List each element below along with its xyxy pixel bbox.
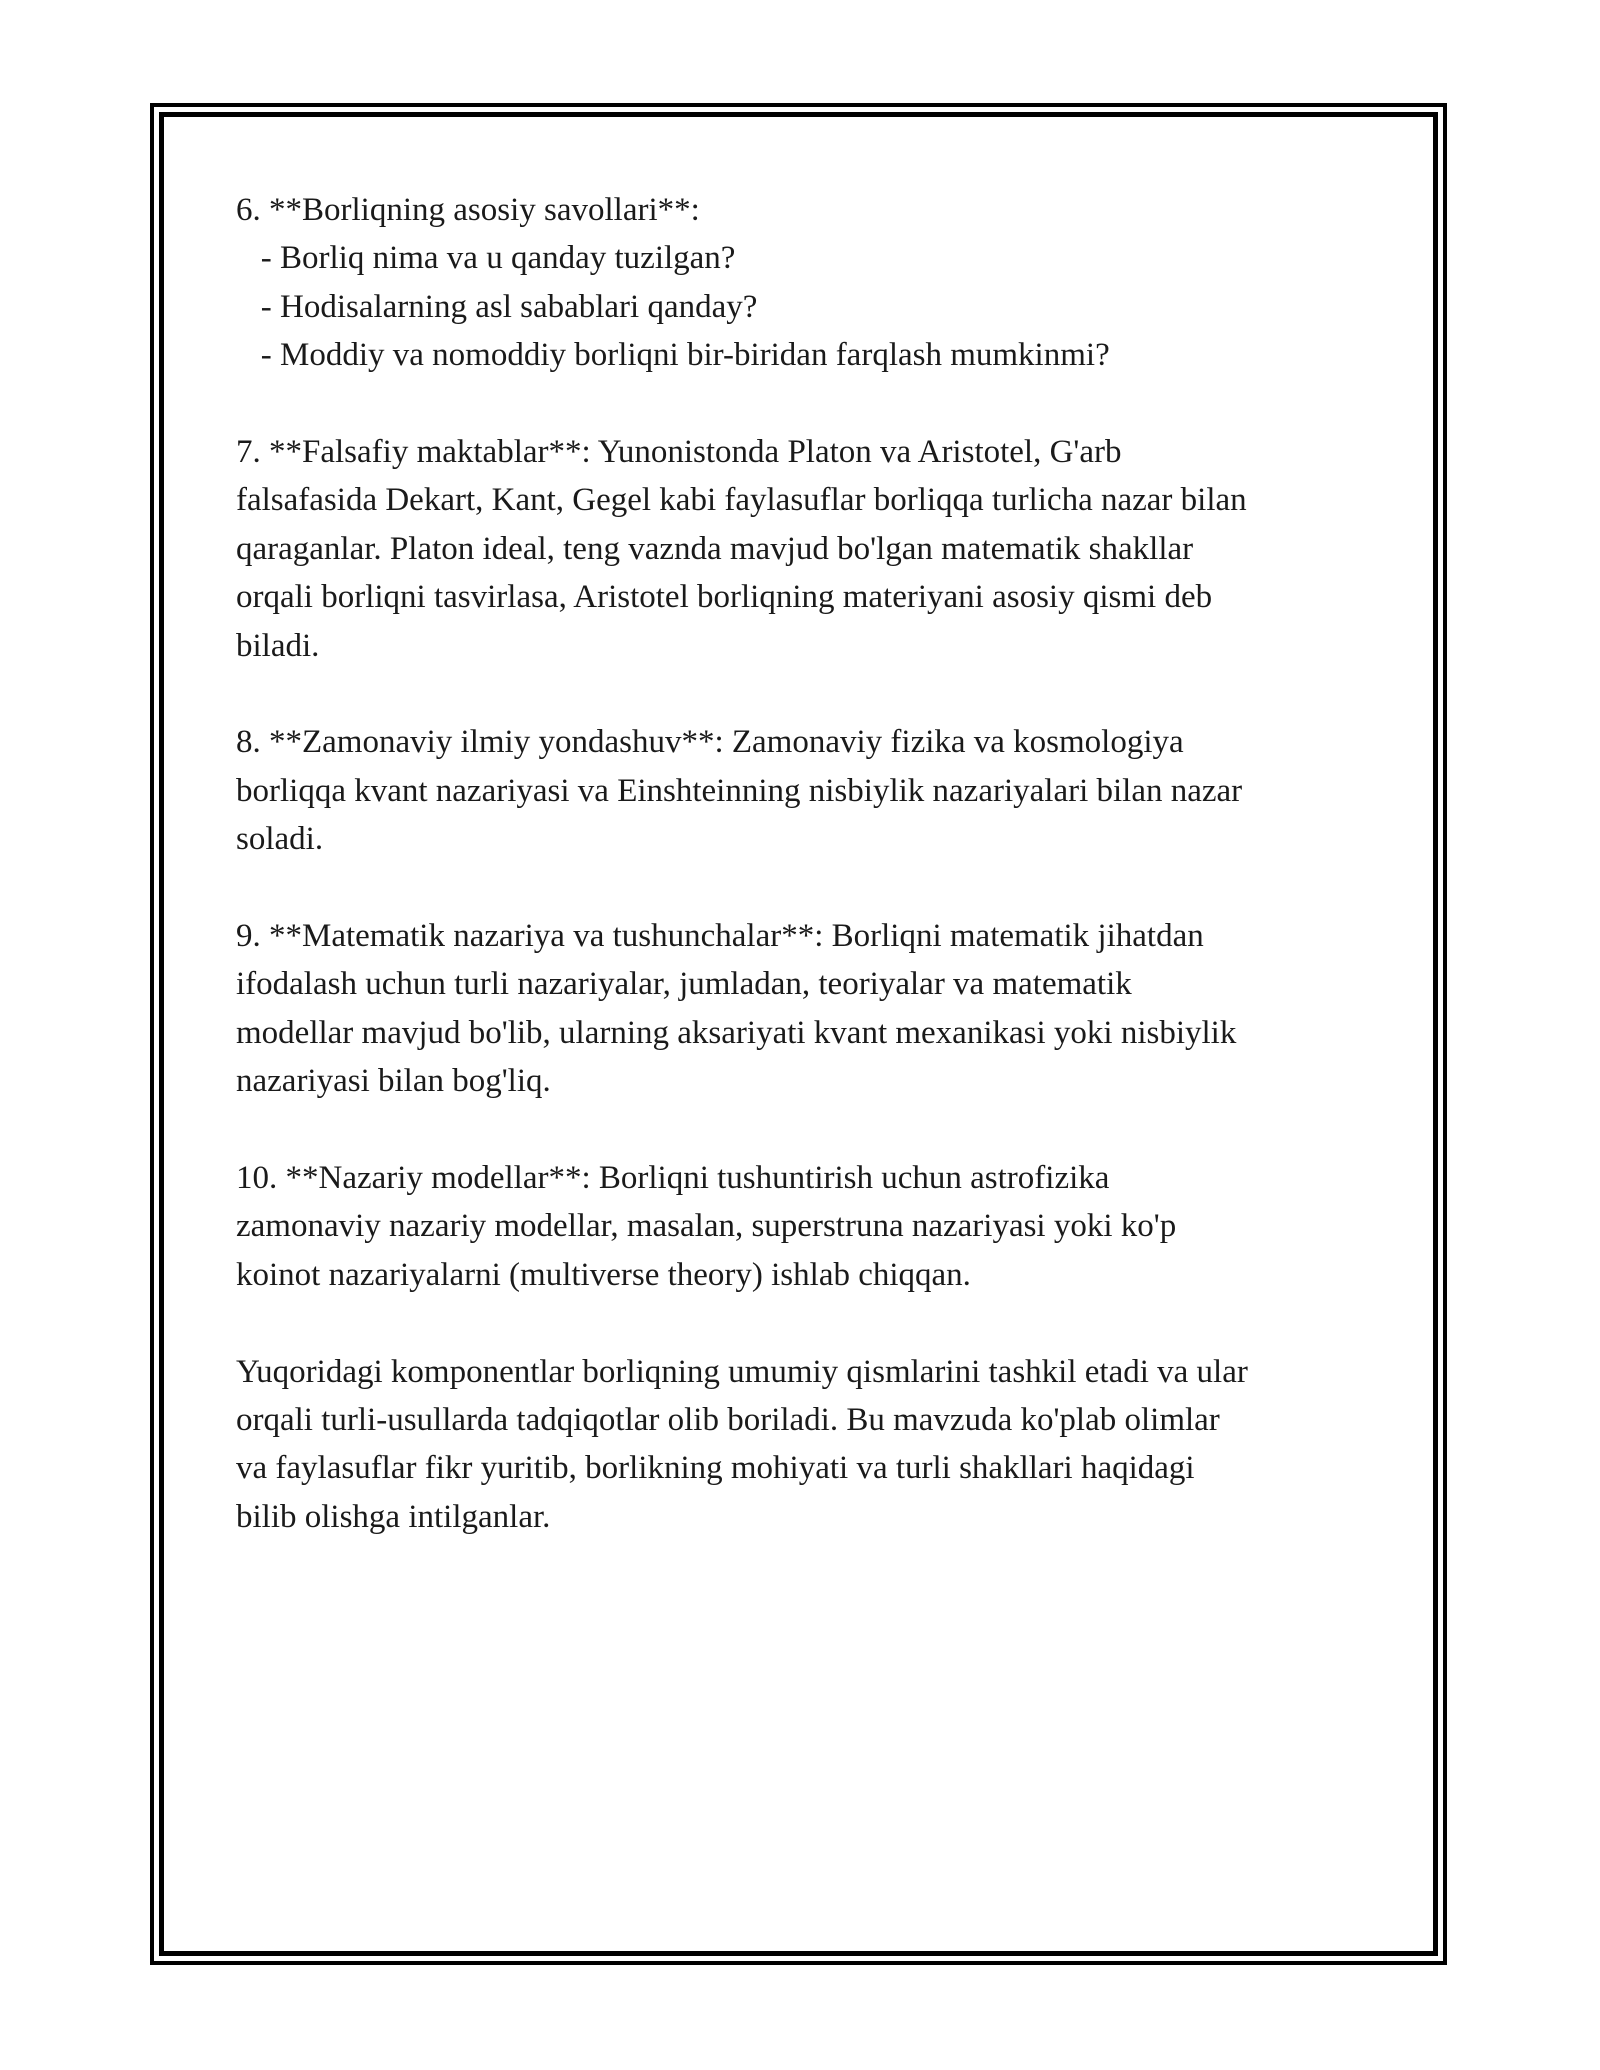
section-8-line: soladi. [236,821,324,858]
section-6-heading: 6. **Borliqning asosiy savollari**: [236,192,700,228]
section-9-line: 9. **Matematik nazariya va tushunchalar**: Borliqni matematik jihatdan [236,918,1204,955]
conclusion [236,1348,1396,1542]
section-9-line: nazariyasi bilan bog'liq. [236,1063,551,1100]
section-9-line: modellar mavjud bo'lib, ularning aksariyati kvant mexanikasi yoki nisbiylik [236,1014,1237,1051]
section-10-line: zamonaviy nazariy modellar, masalan, superstruna nazariyasi yoki ko'p [236,1208,1177,1245]
section-8 [236,718,1396,863]
conclusion-line: bilib olishga intilganlar. [236,1498,551,1535]
section-7-line: orqali borliqni tasvirlasa, Aristotel borliqning materiyani asosiy qismi deb [236,579,1213,616]
section-10 [236,1154,1396,1299]
section-7-line: 7. **Falsafiy maktablar**: Yunonistonda Platon va Aristotel, G'arb [236,434,1122,471]
section-6 [236,186,1396,380]
section-6-item: - Hodisalarning asl sabablari qanday? [236,288,758,325]
section-7 [236,428,1396,670]
section-6-item: - Moddiy va nomoddiy borliqni bir-biridan farqlash mumkinmi? [236,337,1110,374]
conclusion-line: orqali turli-usullarda tadqiqotlar olib boriladi. Bu mavzuda ko'plab olimlar [236,1402,1220,1439]
conclusion-line: va faylasuflar fikr yuritib, borlikning mohiyati va turli shakllari haqidagi [236,1450,1195,1487]
section-7-line: qaraganlar. Platon ideal, teng vaznda mavjud bo'lgan matematik shakllar [236,530,1194,567]
section-9-line: ifodalash uchun turli nazariyalar, jumladan, teoriyalar va matematik [236,966,1132,1003]
section-7-line: biladi. [236,627,320,664]
document-body [236,186,1396,1541]
section-8-line: 8. **Zamonaviy ilmiy yondashuv**: Zamonaviy fizika va kosmologiya [236,724,1184,761]
section-6-item: - Borliq nima va u qanday tuzilgan? [236,240,736,277]
conclusion-line: Yuqoridagi komponentlar borliqning umumiy qismlarini tashkil etadi va ular [236,1353,1248,1390]
section-10-line: koinot nazariyalarni (multiverse theory) ishlab chiqqan. [236,1256,971,1293]
section-9 [236,912,1396,1106]
section-8-line: borliqqa kvant nazariyasi va Einshteinning nisbiylik nazariyalari bilan nazar [236,772,1243,809]
section-7-line: falsafasida Dekart, Kant, Gegel kabi faylasuflar borliqqa turlicha nazar bilan [236,482,1247,519]
section-10-line: 10. **Nazariy modellar**: Borliqni tushuntirish uchun astrofizika [236,1160,1110,1197]
